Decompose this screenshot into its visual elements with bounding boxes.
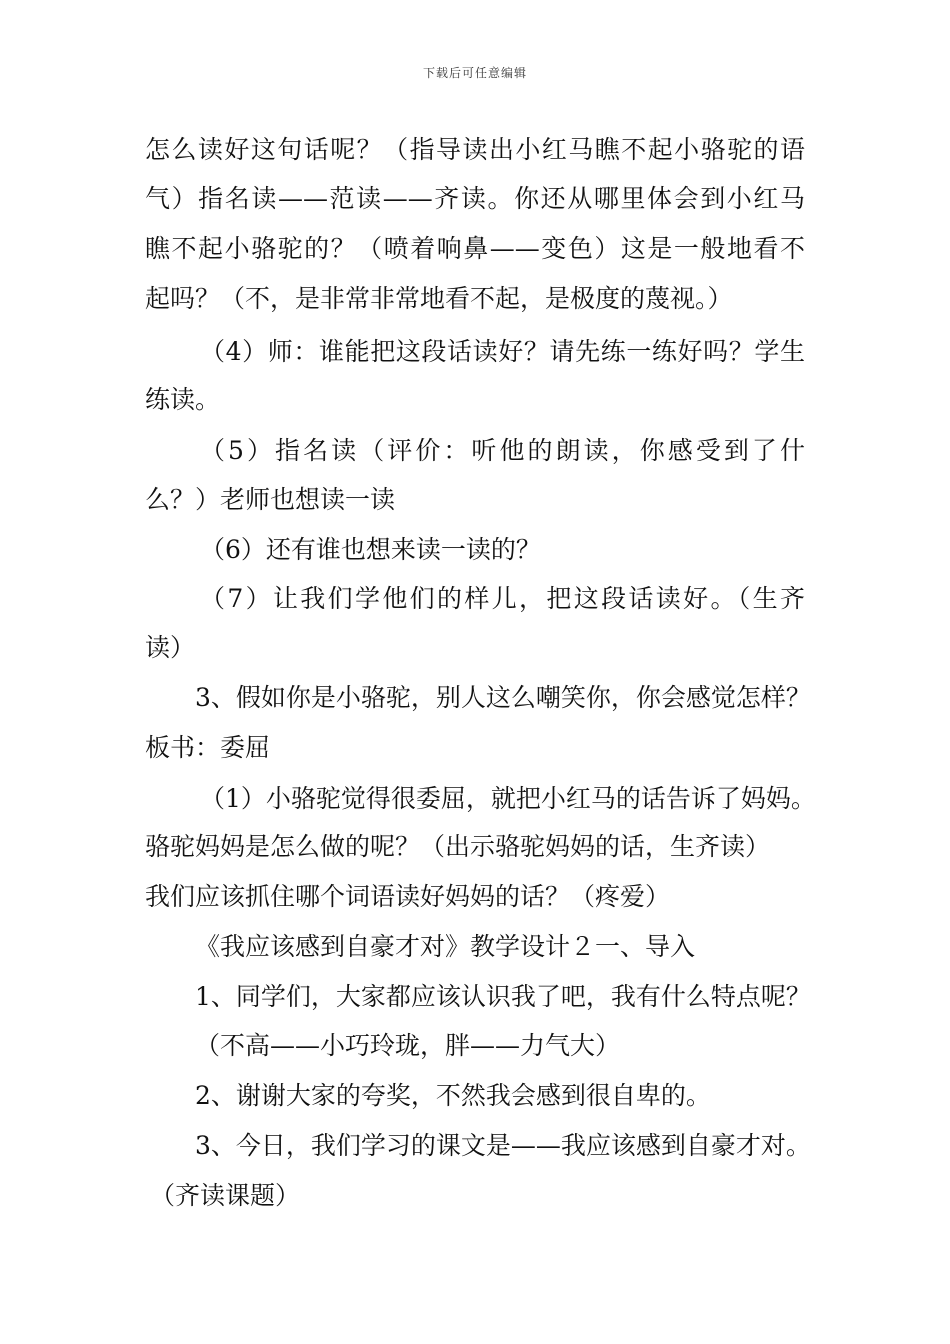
paragraph-line: （1）小骆驼觉得很委屈，就把小红马的话告诉了妈妈。 bbox=[200, 784, 816, 813]
paragraph-line: 练读。 bbox=[145, 385, 221, 414]
paragraph-line: （5）指名读（评价：听他的朗读，你感受到了什 bbox=[200, 436, 805, 465]
paragraph-line: 怎么读好这句话呢？（指导读出小红马瞧不起小骆驼的语 bbox=[145, 135, 805, 164]
paragraph-line: 1、同学们，大家都应该认识我了吧，我有什么特点呢？ bbox=[195, 982, 811, 1011]
paragraph-line: （齐读课题） bbox=[150, 1181, 301, 1210]
page-header: 下载后可任意编辑 bbox=[422, 66, 527, 80]
paragraph-line: （6）还有谁也想来读一读的？ bbox=[200, 535, 541, 564]
paragraph-line: 瞧不起小骆驼的？（喷着响鼻——变色）这是一般地看不 bbox=[145, 234, 805, 263]
paragraph-line: 3、假如你是小骆驼，别人这么嘲笑你，你会感觉怎样？ bbox=[195, 683, 811, 712]
paragraph-line: 2、谢谢大家的夸奖，不然我会感到很自卑的。 bbox=[195, 1081, 711, 1110]
paragraph-line: 《我应该感到自豪才对》教学设计２一、导入 bbox=[195, 932, 696, 961]
paragraph-line: 气）指名读——范读——齐读。你还从哪里体会到小红马 bbox=[145, 184, 805, 213]
paragraph-line: （4）师：谁能把这段话读好？请先练一练好吗？学生 bbox=[200, 337, 805, 366]
paragraph-line: 骆驼妈妈是怎么做的呢？（出示骆驼妈妈的话，生齐读） bbox=[145, 832, 771, 861]
paragraph-line: 3、今日，我们学习的课文是——我应该感到自豪才对。 bbox=[195, 1131, 811, 1160]
paragraph-line: 读） bbox=[145, 633, 196, 662]
paragraph-line: 么？）老师也想读一读 bbox=[145, 485, 396, 514]
paragraph-line: 起吗？（不，是非常非常地看不起，是极度的蔑视。） bbox=[145, 284, 733, 313]
paragraph-line: （不高——小巧玲珑，胖——力气大） bbox=[195, 1031, 621, 1060]
paragraph-line: （7）让我们学他们的样儿，把这段话读好。（生齐 bbox=[200, 584, 805, 613]
paragraph-line: 板书：委屈 bbox=[145, 733, 271, 762]
paragraph-line: 我们应该抓住哪个词语读好妈妈的话？（疼爱） bbox=[145, 882, 671, 911]
